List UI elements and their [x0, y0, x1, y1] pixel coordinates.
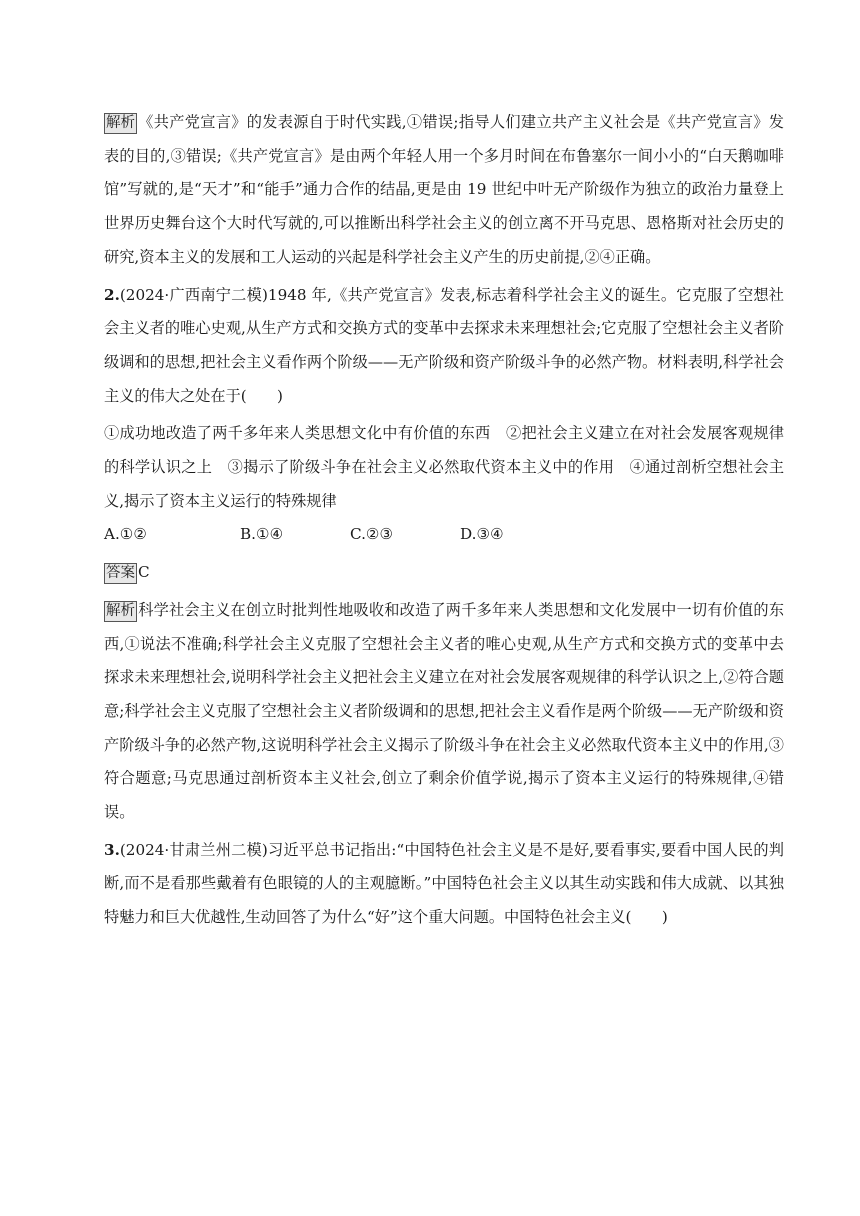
question-number: 2. — [104, 285, 120, 304]
question-stem-text: (2024·甘肃兰州二模)习近平总书记指出:“中国特色社会主义是不是好,要看事实,要看中国人民的判断,而不是看那些戴着有色眼镜的人的主观臆断。”中国特色社会主义以其生动实践和伟大成就、以其独特魅力和巨大优越性,生动回答了为什么“好”这个重大问题。中国特色社会主义( ) — [104, 840, 784, 927]
choice-c: C.②③ — [350, 525, 394, 544]
answer-value: C — [138, 563, 150, 582]
choice-d: D.③④ — [460, 525, 504, 544]
question-number: 3. — [104, 840, 120, 859]
answer-tag: 答案 — [104, 563, 137, 584]
question-3-stem — [104, 834, 784, 935]
analysis-block-2 — [104, 594, 784, 830]
analysis-text: 科学社会主义在创立时批判性地吸收和改造了两千多年来人类思想和文化发展中一切有价值的东西,①说法不准确;科学社会主义克服了空想社会主义者的唯心史观,从生产方式和交换方式的变革中去探求未来理想社会,说明科学社会主义把社会主义建立在对社会发展客观规律的科学认识之上,②符合题意;科学社会主义克服了空想社会主义者阶级调和的思想,把社会主义看作是两个阶级——无产阶级和资产阶级斗争的必然产物,这说明科学社会主义揭示了阶级斗争在社会主义必然取代资本主义中的作用,③符合题意;马克思通过剖析资本主义社会,创立了剩余价值学说,揭示了资本主义运行的特殊规律,④错误。 — [104, 600, 784, 822]
question-2-options: ①成功地改造了两千多年来人类思想文化中有价值的东西 ②把社会主义建立在对社会发展客观规律的科学认识之上 ③揭示了阶级斗争在社会主义必然取代资本主义中的作用 ④通过剖析空想社会主义,揭示了资本主义运行的特殊规律 — [104, 424, 784, 510]
question-2-choices — [104, 518, 784, 552]
analysis-text: 《共产党宣言》的发表源自于时代实践,①错误;指导人们建立共产主义社会是《共产党宣言》发表的目的,③错误;《共产党宣言》是由两个年轻人用一个多月时间在布鲁塞尔一间小小的“白天鹅咖啡馆”写就的,是“天才”和“能手”通力合作的结晶,更是由 19 世纪中叶无产阶级作为独立的政治力量登上世界历史舞台这个大时代写就的,可以推断出科学社会主义的创立离不开马克思、恩格斯对社会历史的研究,资本主义的发展和工人运动的兴起是科学社会主义产生的历史前提,②④正确。 — [104, 113, 784, 266]
document-page — [104, 106, 784, 935]
question-stem-text: (2024·广西南宁二模)1948 年,《共产党宣言》发表,标志着科学社会主义的诞生。它克服了空想社会主义者的唯心史观,从生产方式和交换方式的变革中去探求未来理想社会;它克服了空想社会主义者阶级调和的思想,把社会主义看作两个阶级——无产阶级和资产阶级斗争的必然产物。材料表明,科学社会主义的伟大之处在于( ) — [104, 285, 784, 405]
question-2-stem — [104, 279, 784, 414]
choice-b: B.①④ — [240, 525, 284, 544]
analysis-block-1 — [104, 106, 784, 275]
analysis-tag: 解析 — [104, 601, 137, 622]
analysis-tag: 解析 — [104, 113, 137, 134]
choice-a: A.①② — [104, 525, 148, 544]
answer-block — [104, 556, 784, 590]
